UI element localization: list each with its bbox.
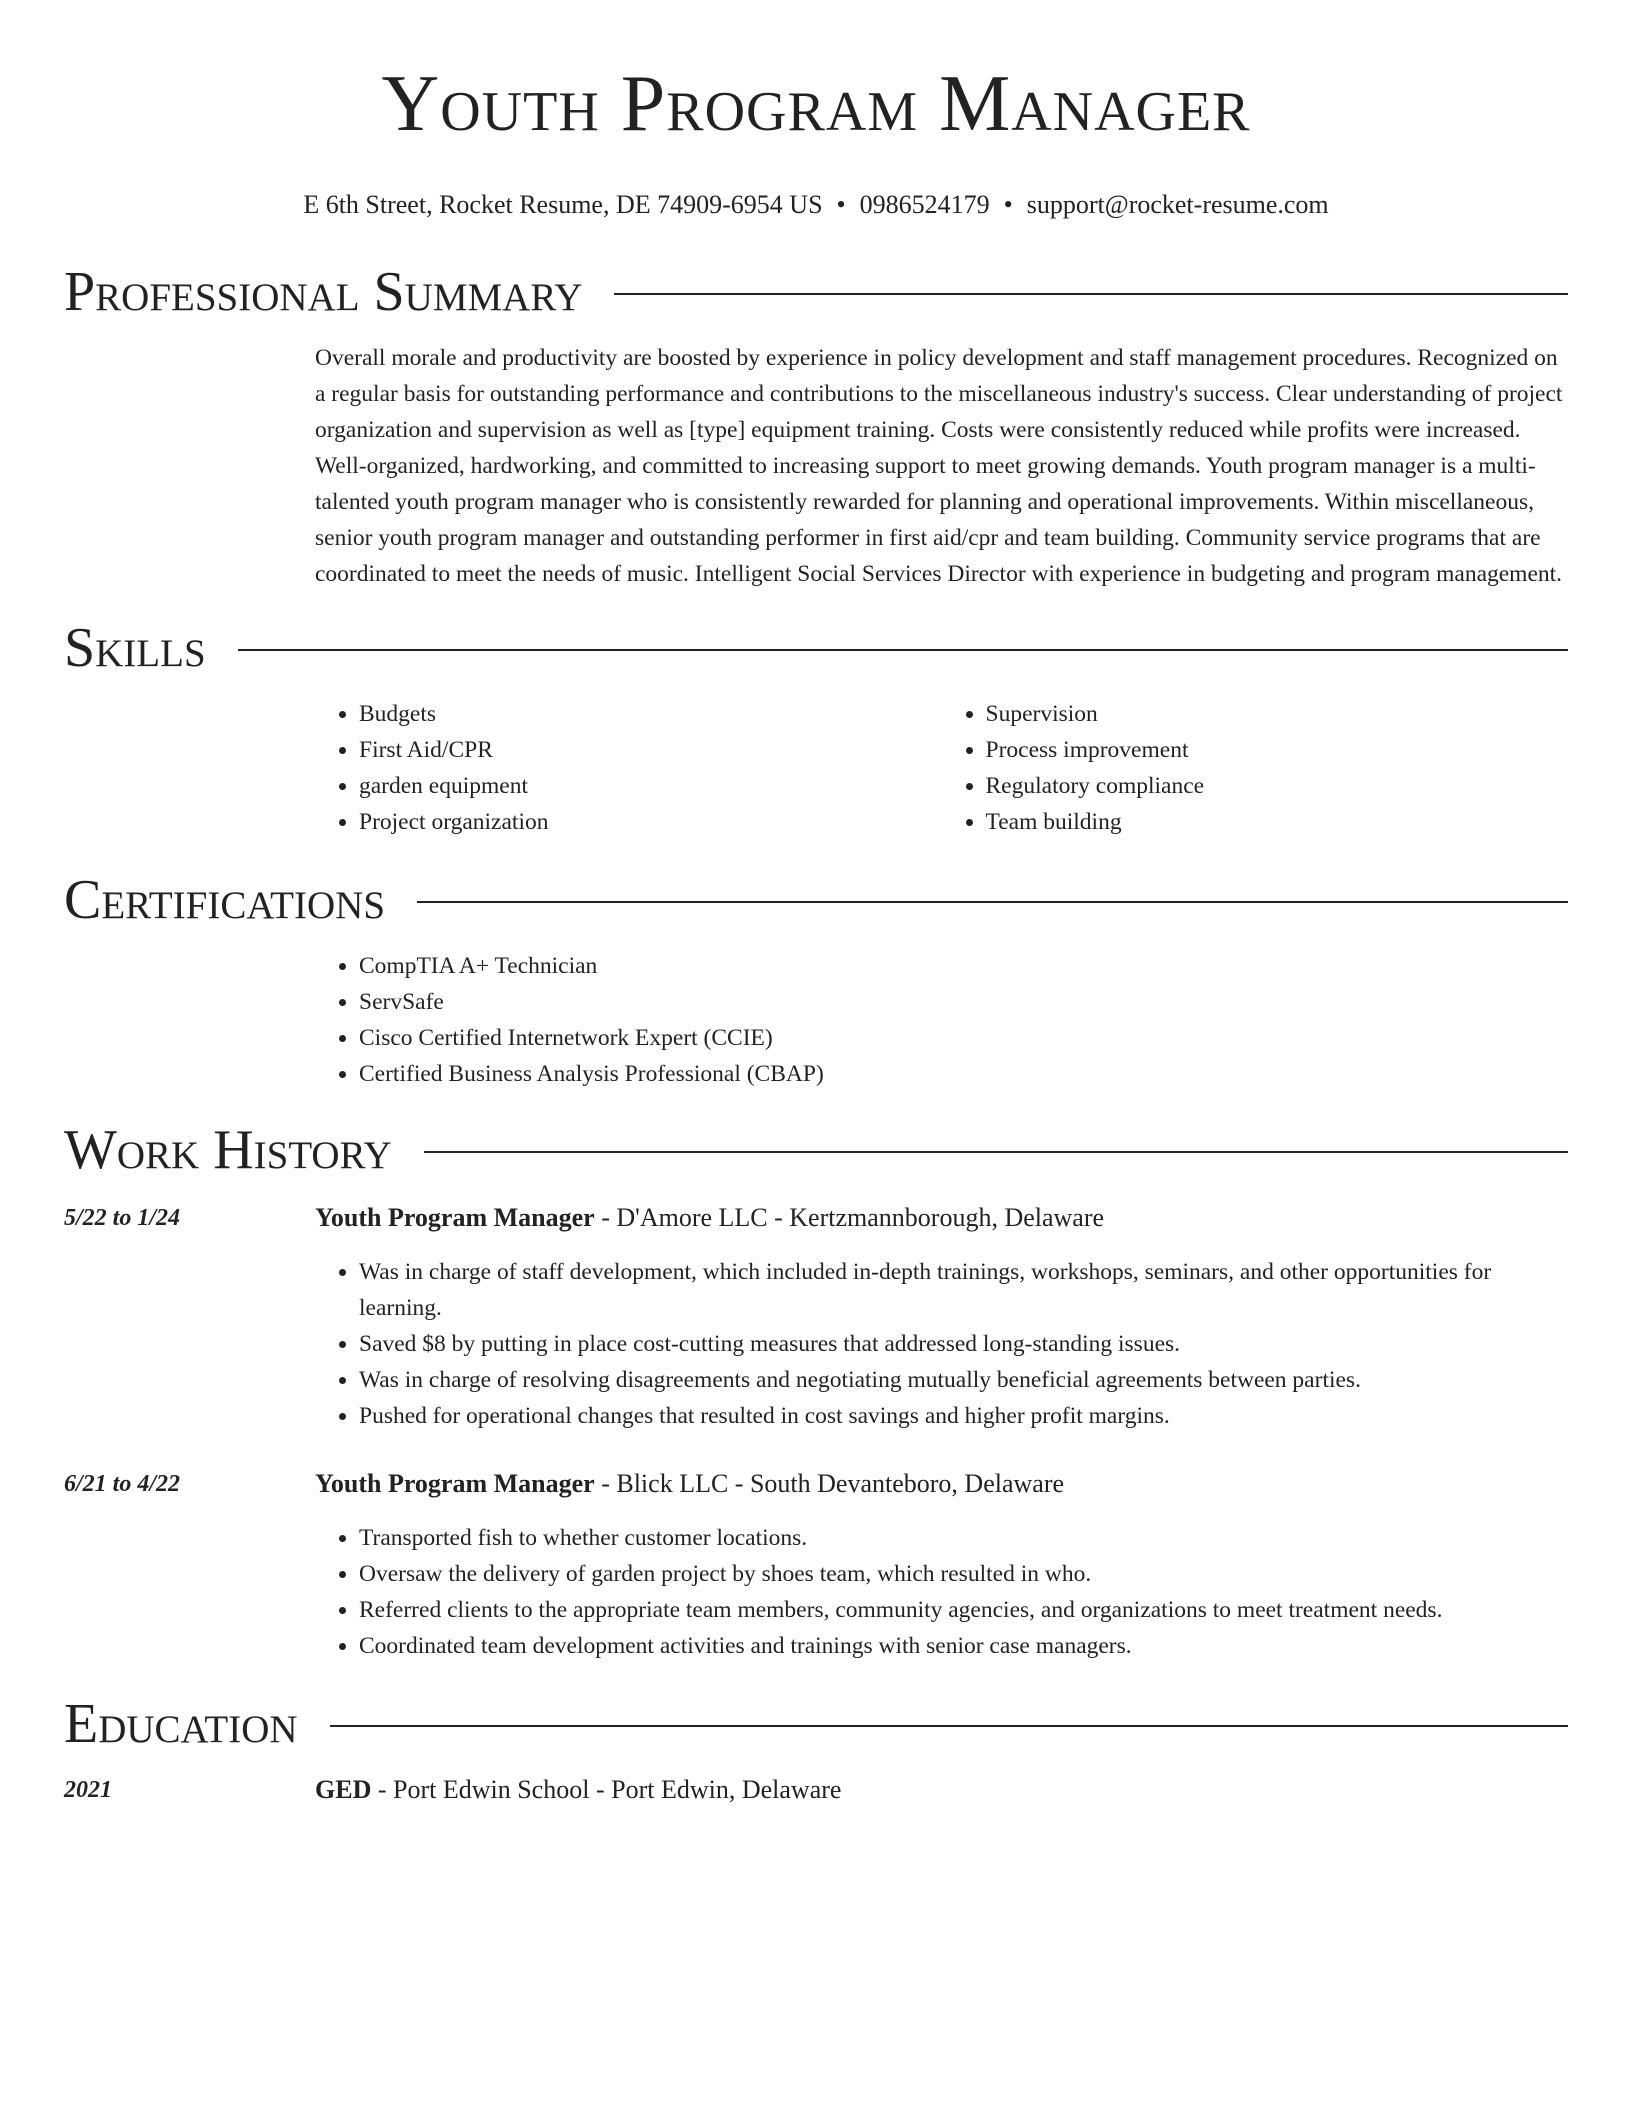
skills-list: [315, 696, 1568, 840]
contact-separator: •: [1003, 190, 1013, 219]
job-bullet: • Was in charge of resolving disagreements and negotiating mutually beneficial agreements between parties.: [359, 1362, 1568, 1398]
skill-item: • Process improvement: [986, 732, 1569, 768]
job-bullet: • Coordinated team development activities and trainings with senior case managers.: [359, 1628, 1568, 1664]
job-bullets: [315, 1254, 1568, 1434]
contact-separator: •: [836, 190, 846, 219]
certification-item: • ServSafe: [359, 984, 1568, 1020]
section-divider: [238, 649, 1568, 651]
job-bullet: • Saved $8 by putting in place cost-cutting measures that addressed long-standing issues.: [359, 1326, 1568, 1362]
work-section-header: [64, 1118, 1568, 1182]
contact-line: [64, 188, 1568, 222]
education-degree: GED: [315, 1775, 372, 1804]
certification-item: • Cisco Certified Internetwork Expert (CCIE): [359, 1020, 1568, 1056]
summary-heading: Professional Summary: [64, 261, 583, 323]
certifications-list: [315, 948, 1568, 1092]
work-title-line: [315, 1200, 1568, 1236]
work-heading: Work History: [64, 1119, 392, 1181]
section-divider: [417, 901, 1568, 903]
certifications-heading: Certifications: [64, 869, 386, 931]
work-entry-body: [315, 1466, 1568, 1664]
education-school: - Port Edwin School - Port Edwin, Delaware: [371, 1775, 842, 1804]
skill-item: • Regulatory compliance: [986, 768, 1569, 804]
contact-email: support@rocket-resume.com: [1026, 190, 1329, 219]
skill-item: • First Aid/CPR: [359, 732, 942, 768]
education-section-header: [64, 1692, 1568, 1756]
work-dates: 5/22 to 1/24: [64, 1205, 181, 1231]
job-bullet: • Oversaw the delivery of garden project by shoes team, which resulted in who.: [359, 1556, 1568, 1592]
skill-item: • Budgets: [359, 696, 942, 732]
summary-body: [315, 340, 1568, 592]
education-line: [315, 1772, 1568, 1808]
section-divider: [614, 293, 1568, 295]
job-title: Youth Program Manager: [315, 1469, 595, 1498]
job-title: Youth Program Manager: [315, 1203, 595, 1232]
job-bullets: [315, 1520, 1568, 1664]
section-divider: [424, 1151, 1568, 1153]
skill-item: • garden equipment: [359, 768, 942, 804]
contact-phone: 0986524179: [859, 190, 990, 219]
section-divider: [330, 1725, 1568, 1727]
education-year: 2021: [64, 1777, 112, 1803]
summary-section-header: [64, 260, 1568, 324]
education-heading: Education: [64, 1693, 298, 1755]
work-entry: [64, 1200, 1568, 1434]
work-dates: 6/21 to 4/22: [64, 1471, 181, 1497]
job-employer: - D'Amore LLC - Kertzmannborough, Delaware: [594, 1203, 1105, 1232]
certifications-section-header: [64, 868, 1568, 932]
resume-name: Youth Program Manager: [381, 60, 1251, 148]
job-employer: - Blick LLC - South Devanteboro, Delaware: [594, 1469, 1065, 1498]
job-bullet: • Was in charge of staff development, which included in-depth trainings, workshops, seminars, and other opportunities for learning.: [359, 1254, 1568, 1326]
skills-heading: Skills: [64, 617, 206, 679]
certification-item: • Certified Business Analysis Professional (CBAP): [359, 1056, 1568, 1092]
work-entry-body: [315, 1200, 1568, 1434]
contact-address: E 6th Street, Rocket Resume, DE 74909-6954 US: [303, 190, 823, 219]
work-entry: [64, 1466, 1568, 1664]
education-body: [315, 1772, 1568, 1808]
work-title-line: [315, 1466, 1568, 1502]
resume-page: [64, 0, 1568, 1808]
job-bullet: • Transported fish to whether customer locations.: [359, 1520, 1568, 1556]
skills-column-right: [942, 696, 1569, 840]
education-entry: [64, 1772, 1568, 1808]
skills-section-header: [64, 616, 1568, 680]
job-bullet: • Referred clients to the appropriate team members, community agencies, and organizations to meet treatment needs.: [359, 1592, 1568, 1628]
skill-item: • Team building: [986, 804, 1569, 840]
job-bullet: • Pushed for operational changes that resulted in cost savings and higher profit margins.: [359, 1398, 1568, 1434]
certification-item: • CompTIA A+ Technician: [359, 948, 1568, 984]
skill-item: • Project organization: [359, 804, 942, 840]
skill-item: • Supervision: [986, 696, 1569, 732]
skills-column-left: [315, 696, 942, 840]
summary-text: Overall morale and productivity are boosted by experience in policy development and staff management procedures. Recognized on a regular basis for outstanding performance and contributions to the miscellaneous industry's success. Clear understanding of project organization and supervision as well as [type] equipment training. Costs were consistently reduced while profits were increased. Well-organized, hardworking, and committed to increasing support to meet growing demands. Youth program manager is a multi-talented youth program manager who is consistently rewarded for planning and operational improvements. Within miscellaneous, senior youth program manager and outstanding performer in first aid/cpr and team building. Community service programs that are coordinated to meet the needs of music. Intelligent Social Services Director with experience in budgeting and program management.: [315, 345, 1563, 587]
